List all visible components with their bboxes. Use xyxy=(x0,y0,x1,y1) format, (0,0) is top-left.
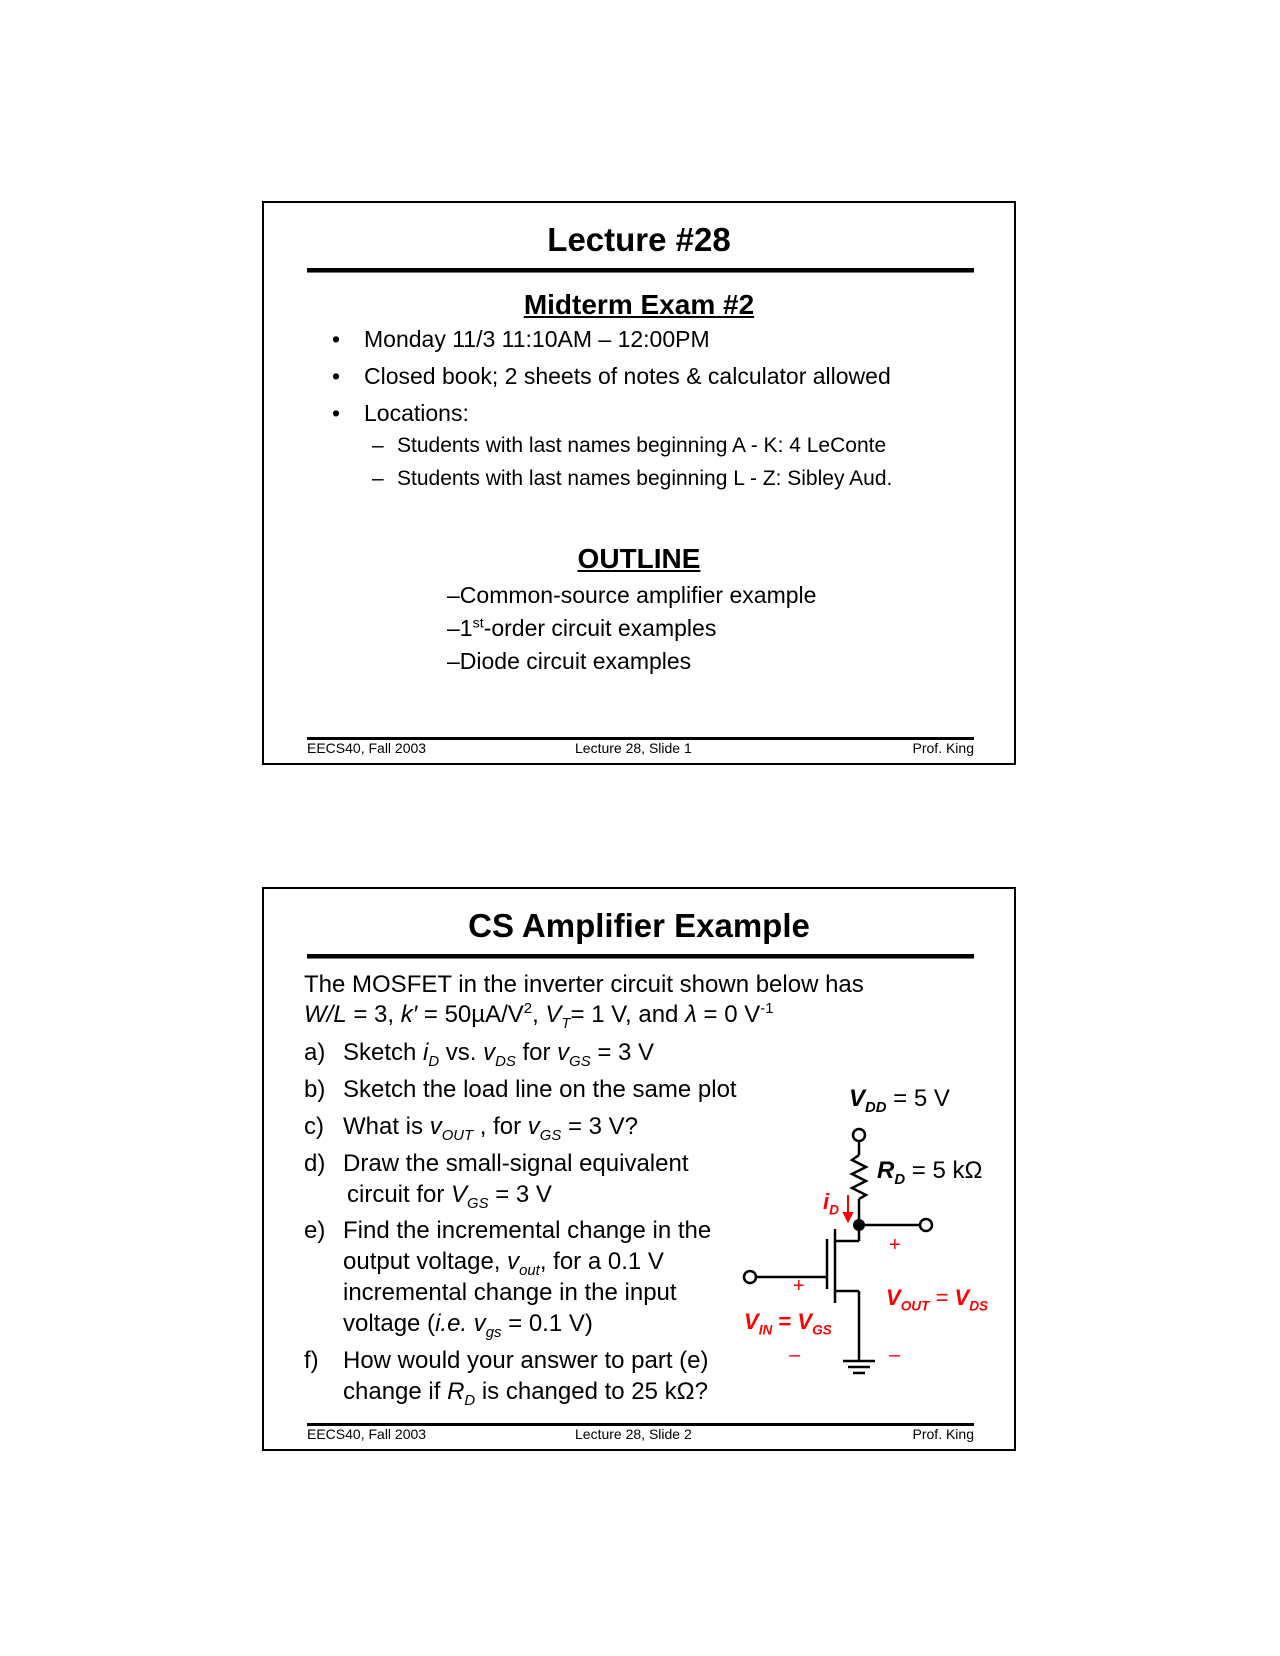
dash-mark: – xyxy=(447,648,460,674)
slide-1 xyxy=(262,201,1016,765)
footer-course: EECS40, Fall 2003 xyxy=(307,740,427,756)
location-l-z: Students with last names beginning L - Z: Sibley Aud. xyxy=(397,467,893,490)
output-terminal xyxy=(920,1219,932,1231)
question-a: Sketch $i_D$ vs. $v_{DS}$ for $v_{GS} = 3$ V xyxy=(343,1039,655,1070)
question-d-line-1: Draw the small-signal equivalent xyxy=(343,1150,689,1177)
dash-mark: – xyxy=(372,467,384,490)
footer-course: EECS40, Fall 2003 xyxy=(307,1426,427,1442)
current-arrow-head xyxy=(844,1213,852,1221)
outline-item-text: -order circuit examples xyxy=(483,615,717,641)
outline-title: OUTLINE xyxy=(577,543,701,574)
question-e-line-2: output voltage, $v_{out}$, for a 0.1 V xyxy=(343,1248,664,1279)
outline-item xyxy=(447,582,816,609)
slide-2 xyxy=(262,887,1016,1451)
slide-title: CS Amplifier Example xyxy=(468,907,810,944)
id-label: $i_D$ xyxy=(823,1189,839,1218)
outline-item-text: 1 xyxy=(459,615,473,641)
outline-item-text: Common-source amplifier example xyxy=(459,582,817,608)
footer-slide-number: Lecture 28, Slide 1 xyxy=(575,740,692,756)
drain-node xyxy=(853,1219,865,1231)
vdd-terminal xyxy=(853,1129,865,1141)
location-a-k: Students with last names beginning A - K: 4 LeConte xyxy=(397,434,887,457)
bullet-mark: • xyxy=(332,400,341,426)
bullet-locations: Locations: xyxy=(364,400,469,426)
outline-item xyxy=(447,648,691,675)
outline-item-text: Diode circuit examples xyxy=(459,648,692,674)
footer-instructor: Prof. King xyxy=(912,1426,974,1442)
question-label: a) xyxy=(304,1039,326,1066)
slide-title: Lecture #28 xyxy=(547,221,731,258)
intro-line-1: The MOSFET in the inverter circuit shown below has xyxy=(304,971,864,998)
question-f-line-1: How would your answer to part (e) xyxy=(343,1347,709,1374)
question-f-line-2: change if $R_D$ is changed to 25 kΩ? xyxy=(343,1378,708,1409)
input-terminal xyxy=(744,1271,756,1283)
footer-instructor: Prof. King xyxy=(912,740,974,756)
dash-mark: – xyxy=(372,434,384,457)
question-label: b) xyxy=(304,1076,326,1103)
question-label: d) xyxy=(304,1150,326,1177)
dash-mark: – xyxy=(447,615,460,641)
outline-item xyxy=(447,615,716,642)
question-c: What is $v_{OUT}$ , for $v_{GS} = 3$ V? xyxy=(343,1113,639,1144)
plus-sign: + xyxy=(889,1234,901,1256)
vdd-label: $V_{DD} = 5$ V xyxy=(849,1085,950,1116)
minus-sign: – xyxy=(889,1344,901,1366)
minus-sign: – xyxy=(789,1344,801,1366)
question-label: f) xyxy=(304,1347,319,1374)
question-e-line-3: incremental change in the input xyxy=(343,1279,677,1306)
dash-mark: – xyxy=(447,582,460,608)
rd-label: $R_D = 5$ kΩ xyxy=(877,1157,983,1188)
section-title: Midterm Exam #2 xyxy=(523,289,755,320)
vin-label: $V_{IN} = V_{GS}$ xyxy=(744,1309,832,1338)
question-label: e) xyxy=(304,1217,326,1244)
intro-line-2: W/L = 3, $k' = 50\mu A/V^2$, $V_T= 1$ V, and λ = 0 $V^{-1}$ xyxy=(304,1001,774,1032)
bullet-date: Monday 11/3 11:10AM – 12:00PM xyxy=(364,326,710,352)
plus-sign: + xyxy=(793,1275,805,1297)
question-e-line-1: Find the incremental change in the xyxy=(343,1217,712,1244)
question-b: Sketch the load line on the same plot xyxy=(343,1076,737,1103)
bullet-mark: • xyxy=(332,363,341,389)
superscript: st xyxy=(472,615,484,632)
title-rule xyxy=(307,268,974,273)
vout-label: $V_{OUT} = V_{DS}$ xyxy=(886,1285,989,1314)
bullet-mark: • xyxy=(332,326,341,352)
footer-slide-number: Lecture 28, Slide 2 xyxy=(575,1426,692,1442)
question-e-line-4: voltage (i.e. $v_{gs} = 0.1$ V) xyxy=(343,1310,593,1341)
resistor-rd xyxy=(852,1155,866,1199)
question-d-line-2: circuit for $V_{GS} = 3$ V xyxy=(347,1181,552,1212)
bullet-rules: Closed book; 2 sheets of notes & calculator allowed xyxy=(364,363,891,389)
question-label: c) xyxy=(304,1113,324,1140)
